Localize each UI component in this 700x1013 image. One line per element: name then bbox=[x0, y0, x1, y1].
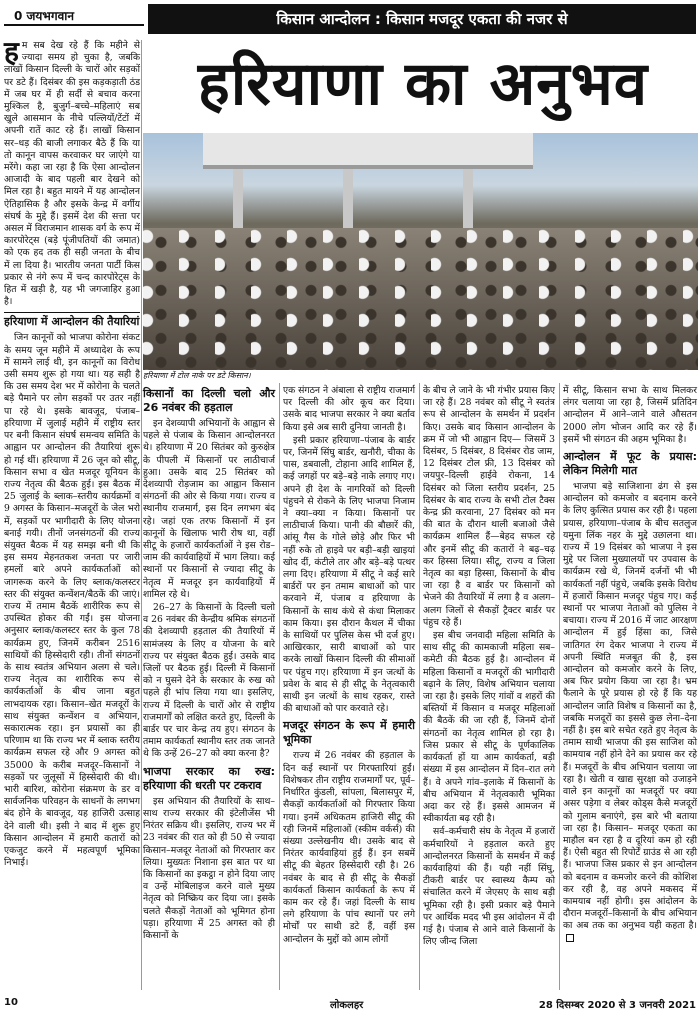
author-name: 0 जयभगवान bbox=[14, 9, 75, 23]
page-number: 10 bbox=[4, 997, 18, 1008]
issue-date: 28 दिसम्बर 2020 से 3 जनवरी 2021 bbox=[538, 1000, 696, 1011]
section-banner: किसान आन्दोलन : किसान मजदूर एकता की नजर से bbox=[148, 4, 696, 34]
article-column-1 bbox=[4, 35, 140, 870]
photo-caption: हरियाणा में टोल नाके पर डटे किसान। bbox=[143, 371, 251, 380]
column-divider bbox=[419, 383, 420, 990]
column-divider bbox=[559, 383, 560, 990]
page-footer bbox=[0, 994, 700, 1013]
article-column-5 bbox=[563, 385, 697, 946]
article-column-2 bbox=[143, 383, 275, 943]
subheading: आन्दोलन में फूट के प्रयास: लेकिन मिलेगी मात bbox=[563, 450, 697, 478]
subheading: मजदूर संगठन के रूप में हमारी भूमिका bbox=[283, 719, 415, 747]
author-tag bbox=[4, 4, 144, 26]
body-paragraph: इन देशव्यापी अभियानों के आह्वान से पहले से पंजाब के किसान आन्दोलनरत थे। हरियाणा में 20 सितंबर को कुरुक्षेत्र के पीपली में किसानों पर लाठीचार्ज हुआ। उसके बाद 25 सितंबर को देशव्यापी रोड़जाम का आह्वान किसान संगठनों की ओर से किया गया। राज्य व स्थानीय राजमार्ग, इस दिन लगभग बंद रहे। जहां एक तरफ किसानों में इन कानूनों के खिलाफ भारी रोष था, वहीं सीटू के हजारों कार्यकर्ताओं ने इस रोड–जाम की कार्यवाहियों में भाग लिया। कई स्थानों पर किसानों से ज्यादा सीटू के नेतृत्व में मजदूर इन कार्यवाहियों में शामिल रहे थे। bbox=[143, 418, 275, 600]
article-column-3 bbox=[283, 385, 415, 947]
toll-pillar bbox=[233, 169, 243, 229]
farmers-protest-photo bbox=[143, 133, 698, 370]
body-paragraph bbox=[563, 481, 697, 945]
toll-plaza-canopy bbox=[203, 133, 533, 169]
body-paragraph: इसी प्रकार हरियाणा–पंजाब के बार्डर पर, जिनमें सिंघु बार्डर, खनौरी, चीका के पास, डबवाली, टोहाना आदि शामिल हैं, कई जगहों पर बड़े–बड़े नाके लगाए गए। अपने ही देश के नागरिकों को दिल्ली पंहुचने से रोकने के लिए भाजपा निजाम ने क्या–क्या न किया। किसानों पर लाठीचार्ज किया। पानी की बौछारें की, आंसू गैस के गोले छोड़े और फिर भी नहीं रुके तो हाइवे पर बड़ी–बड़ी खाइयां खोद दीं, कंटीले तार और बड़े–बड़े पत्थर लगा दिए। हरियाणा में सीटू ने कई सारे बार्डरों पर इन तमाम बाधाओं को पार करवाने में, पंजाब व हरियाणा के किसानों के साथ कंधे से कंधा मिलाकर काम किया। इस दौरान कैथल में चीका के साथियों पर पुलिस केस भी दर्ज हुए। आखिरकार, सारी बाधाओं को पार करके लाखों किसान दिल्ली की सीमाओं पर पंहुच गए। हरियाणा में इन जत्थों के प्रवेश के बाद से ही सीटू के नेतृत्वकारी साथी इन जत्थों के साथ रहकर, रास्ते की बाधाओं को पार करवाते रहे। bbox=[283, 434, 415, 715]
body-paragraph: 26–27 के किसानों के दिल्ली चलो व 26 नवंबर की केन्द्रीय श्रमिक संगठनों की देशव्यापी हड़ताल की तैयारियों में सामंजस्य के लिए व योजना के बारे राज्य पर संयुक्त बैठक हुई। उसके बाद जिलों पर बैठक हुई। दिल्ली में किसानों को न घुसने देने के सरकार के रुख को पहले ही भांप लिया गया था। इसलिए, राज्य में दिल्ली के चारों ओर से राष्ट्रीय राजमार्गों को लक्षित करते हुए, दिल्ली के बार्डर पर चार केन्द्र तय हुए। संगठन के तमाम कार्यकर्ता स्थानीय स्तर तक जानते थे कि उन्हें 26–27 को क्या करना है? bbox=[143, 602, 275, 760]
end-mark-icon bbox=[566, 934, 574, 942]
closing-text: भाजपा बड़े साजिशाना ढंग से इस आन्दोलन को कमजोर व बदनाम करने के लिए कुत्सित प्रयास कर रही है। पहला प्रयास, हरियाणा–पंजाब के बीच सतलुज यमुना लिंक नहर के मुद्दे उछालना था। राज्य में 19 दिसंबर को भाजपा ने इस मुद्दे पर जिला मुख्यालयों पर उपवास के कार्यक्रम रखे थे, जिनमें दर्जनों भी भी कार्यकर्ता नहीं पंहुचे, जबकि इसके विरोध में हजारों किसान मजदूर पंहुच गए। कई स्थानों पर भाजपा नेताओं को पुलिस ने बचाया। राज्य में 2016 में जाट आरक्षण आन्दोलन में हुई हिंसा का, जिसे जातिगत रंग देकर भाजपा ने राज्य में अपनी स्थिति मजबूत की है, इस आन्दोलन को कमजोर करने के लिए, अब फिर प्रयोग किया जा रहा है। भ्रम फैलाने के पूरे प्रयास हो रहे हैं कि यह आन्दोलन जाति विशेष व किसानों का है, जबकि मजदूरों का इससे कुछ लेना–देना नहीं है। इस बारे सचेत रहते हुए नेतृत्व के तमाम साथी भाजपा की इस साजिश को कामयाब नहीं होने देने का प्रयास कर रहे हैं। मजदूरों के बीच अभियान चलाया जा रहा है। खेती व खाद्य सुरक्षा को उजाड़ने वाले इन कानूनों का मजदूरों पर क्या असर पड़ेगा व लेबर कोड्स कैसे मजदूरों को गुलाम बनाएंगे, इस बारे भी बताया जा रहा है। किसान– मजदूर एकता का माहौल बन रहा है व दूरियां कम हो रही हैं। ऐसी बहुत सी रिपोर्टें ग्राउंड से आ रही हैं। भाजपा जिस प्रकार से इन आन्दोलन को बदनाम व कमजोर करने की कोशिश कर रही है, वह अपने मकसद में कामयाब नहीं होगी। इस आंदोलन के दौरान मजदूरों–किसानों के बीच अभियान का अब तक का अनुभव यही कहता है। bbox=[563, 481, 697, 932]
seated-crowd bbox=[143, 228, 698, 370]
body-paragraph: जिन कानूनों को भाजपा कोरोना संकट के समय जून महीने में अध्यादेश के रूप में सामने लाई थी, इन कानूनों का विरोध उसी समय शुरू हो गया था। यह सही है कि उस समय देश भर में कोरोना के चलते बड़े पैमाने पर लोग सड़कों पर उतर नहीं पा रहे थे। इसके बावजूद, पंजाब–हरियाणा में जुलाई महीने में राष्ट्रीय स्तर पर बनी किसान संघर्ष समन्वय समिति के आह्वान पर आन्दोलन की तैयारियां शुरू हो गई थीं। हरियाणा में 26 जून को सीटू, किसान सभा व खेत मजदूर यूनियन के राज्य नेतृत्व की बैठक हुई। इस बैठक में 25 जुलाई के ब्लाक–स्तरीय कार्यक्रमों व 9 अगस्त के किसान–मजदूरों के जेल भरो में, सड़कों पर भागीदारी के लिए योजना बनाई गयी। तीनों जनसंगठनों की राज्य संयुक्त बैठक में यह समझ बनी थी कि इस समय मेहनतकश जनता पर जारी हमलों बारे अपने कार्यकर्ताओं को जागरूक करने के लिए ब्लाक/कलस्टर स्तर की संयुक्त कन्वेंशन/बैठकें की जाएं। राज्य में तमाम बैठकें शारीरिक रूप से उपस्थित होकर की गईं। इस योजना अनुसार ब्लाक/कलस्टर स्तर के कुल 78 कार्यक्रम हुए, जिनमें करीबन 2516 साथियों की हिस्सेदारी रही। तीनों संगठनों के साथ स्वतंत्र अभियान अलग से चले। राज्य नेतृत्व का शारीरिक रूप से कार्यकर्ताओं के बीच जाना बहुत लाभदायक रहा। किसान–खेत मजदूरों के साथ संयुक्त कन्वेंशन व अभियान, सकारात्मक रहा। इन प्रयासों का ही परिणाम था कि राज्य भर में ब्लाक स्तरीय कार्यक्रम सफल रहे और 9 अगस्त को 35000 के करीब मजदूर–किसानों ने सड़कों पर जुलूसों में हिस्सेदारी की थी। भारी बारिश, कोरोना संक्रमण के डर व सार्वजनिक परिवहन के साधनों के लगभग बंद होने के बावजूद, यह हाजिरी उत्साह देने वाली थी। इसी ने बाद में शुरू हुए किसान आन्दोलन में हमारी कतारों को एकजुट करने में महत्वपूर्ण भूमिका निभाई। bbox=[4, 332, 140, 869]
article-column-4 bbox=[423, 385, 555, 949]
toll-pillar bbox=[343, 169, 353, 229]
body-paragraph: में सीटू, किसान सभा के साथ मिलकर लंगर चलाया जा रहा है, जिसमें प्रतिदिन आन्दोलन में आने–जाने वाले औसतन 2000 लोग भोजन आदि कर रहे हैं। इसमें भी संगठन की अहम भूमिका है। bbox=[563, 385, 697, 445]
subheading: किसानों का दिल्ली चलो और 26 नवंबर की हड़ताल bbox=[143, 387, 275, 414]
body-paragraph: राज्य में 26 नवंबर की हड़ताल के दिन कई स्थानों पर गिरफ्तारियां हुईं। विशेषकर तीन राष्ट्रीय राजमार्गों पर, पूर्व–निर्धारित कुंडली, सांपला, बिलासपुर में, सैकड़ों कार्यकर्ताओं को गिरफ्तार किया गया। इनमें अधिकतम हाजिरी सीटू की रही जिनमें महिलाओं (स्कीम वर्कर्स) की संख्या उल्लेखनीय थी। उसके बाद से निरंतर कार्यवाहियां हुई हैं। इन सबमें सीटू की बेहतर हिस्सेदारी रही है। 26 नवंबर के बाद से ही सीटू के सैकड़ों कार्यकर्ता किसान कार्यकर्ता के रूप में काम कर रहे हैं। जहां दिल्ली के साथ लगे हरियाणा के पांच स्थानों पर लगे मोर्चों पर साथी डटे हैं, वहीं इस आन्दोलन के मुद्दों को आम लोगों bbox=[283, 750, 415, 945]
subheading: हरियाणा में आन्दोलन की तैयारियां bbox=[4, 312, 140, 329]
page-headline: हरियाणा का अनुभव bbox=[197, 49, 649, 119]
body-paragraph: एक संगठन ने अंबाला से राष्ट्रीय राजमार्ग पर दिल्ली की ओर कूच कर दिया। उसके बाद भाजपा सरकार ने क्या बर्ताव किया इसे अब सारी दुनिया जानती है। bbox=[283, 385, 415, 433]
body-paragraph: इस अभियान की तैयारियों के साथ–साथ राज्य सरकार की इंटेलीजेंस भी निरंतर सक्रिय थी। इसलिए, राज्य भर में 23 नवंबर की रात को ही 50 से ज्यादा किसान–मजदूर नेताओं को गिरफ्तार कर लिया। मुख्यतः निशाना इस बात पर था कि किसानों का इकट्ठा न होने दिया जाए व उन्हें मोबिलाइज करने वाले मुख्य नेतृत्व को निष्क्रिय कर दिया जा। इसके चलते सैकड़ों नेताओं को भूमिगत होना पड़ा। हरियाणा में 25 अगस्त को ही किसानों के bbox=[143, 795, 275, 941]
publication-name: लोकलहर bbox=[330, 1000, 364, 1011]
intro-text: म सब देख रहे हैं कि महीने से ज्यादा समय हो चुका है, जबकि लाखों किसान दिल्ली के चारों ओर सड़कों पर डटे हैं। दिसंबर की इस कड़कड़ाती ठंड में जब घर में ही सर्दी से बचाव करना मुश्किल है, बुजुर्ग–बच्चे–महिलाएं सब खुले आसमान के नीचे पल्लियों/टेंटों में अपनी रातें काट रहे हैं। लाखों किसान सर–धड़ की बाजी लगाकर बैठे हैं कि या तो कानून वापस करवाकर घर जाएंगे या मरेंगे। कहा जा रहा है कि ऐसा आन्दोलन आजादी के बाद पहली बार देखने को मिल रहा है। बहुत मायने में यह आन्दोलन ऐतिहासिक है और इसके केन्द्र में वर्गीय संघर्ष के मुद्दे हैं। इसमें देश की सत्ता पर असल में विराजमान शासक वर्ग के रूप में कारपोरेट्स (बड़े पूंजीपतियों की जमात) को एक हद तक ही सही जनता के बीच में ला दिया है। भारतीय जनता पार्टी किस प्रकार से नंगे रूप में चन्द कारपोरेट्स के हित में खड़ी है, यह भी जगजाहिर हुआ है। bbox=[4, 40, 140, 308]
intro-paragraph bbox=[4, 35, 140, 308]
body-paragraph: सर्व–कर्मचारी संघ के नेतृत्व में हजारों कर्मचारियों ने हड़ताल करते हुए आन्दोलनरत किसानों के समर्थन में कई कार्यवाहियां की हैं। यही नहीं सिंघु, टीकरी बार्डर पर स्वास्थ्य कैम्प को संचालित करने में जेएसए के साथ बड़ी भूमिका रही है। इसी प्रकार बड़े पैमाने पर आर्थिक मदद भी इस आंदोलन में दी गई है। पंजाब से आने वाले किसानों के लिए जीन्द जिला bbox=[423, 826, 555, 948]
drop-cap: ह bbox=[4, 35, 19, 68]
subheading: भाजपा सरकार का रुख: हरियाणा की धरती पर टकराव bbox=[143, 764, 275, 792]
column-divider bbox=[279, 383, 280, 990]
column-divider bbox=[141, 40, 142, 990]
body-paragraph: इस बीच जनवादी महिला समिति के साथ सीटू की कामकाजी महिला सब–कमेटी की बैठक हुई है। आन्दोलन में महिला किसानों व मजदूरों की भागीदारी बढ़ाने के लिए, विशेष अभियान चलाया जा रहा है। इसके लिए गांवों व शहरों की बस्तियों में किसान व मजदूर महिलाओं की बैठकें की जा रही हैं, जिनमें दोनों संगठनों का नेतृत्व शामिल हो रहा है। जिस प्रकार से सीटू के पूर्णकालिक कार्यकर्ता हों या आम कार्यकर्ता, बड़ी संख्या में इस आन्दोलन में दिन–रात लगे हैं। वे अपने गांव–इलाके में किसानों के बीच अभियान में नेतृत्वकारी भूमिका अदा कर रहे हैं। इससे आमजन में स्वीकार्यता बढ़ रही है। bbox=[423, 630, 555, 825]
body-paragraph: के बीच ले जाने के भी गंभीर प्रयास किए जा रहे हैं। 28 नवंबर को सीटू ने स्वतंत्र रूप से आन्दोलन के समर्थन में प्रदर्शन किए। उसके बाद किसान आन्दोलन के क्रम में जो भी आह्वान दिए— जिसमें 3 दिसंबर, 5 दिसंबर, 8 दिसंबर रोड जाम, 12 दिसंबर टोल फ्री, 13 दिसंबर को जयपुर–दिल्ली हाईवे रोकना, 14 दिसंबर को जिला स्तरीय प्रदर्शन, 25 दिसंबर के बाद राज्य के सभी टोल टैक्स केन्द्र फ्री करवाना, 27 दिसंबर को मन की बात के दौरान थाली बजाओ जैसे कार्यक्रम शामिल हैं—बेहद सफल रहे और इनमें सीटू की कतारों ने बढ़–चढ़ कर हिस्सा लिया। सीटू, राज्य व जिला नेतृत्व का बड़ा हिस्सा, किसानों के बीच जा रहा है व बार्डर पर किसानों को भेजने की तैयारियों में लगा है व अलग–अलग जिलों से सैकड़ों ट्रैक्टर बार्डर पर पंहुच रहे हैं। bbox=[423, 385, 555, 628]
toll-pillar bbox=[463, 169, 473, 229]
